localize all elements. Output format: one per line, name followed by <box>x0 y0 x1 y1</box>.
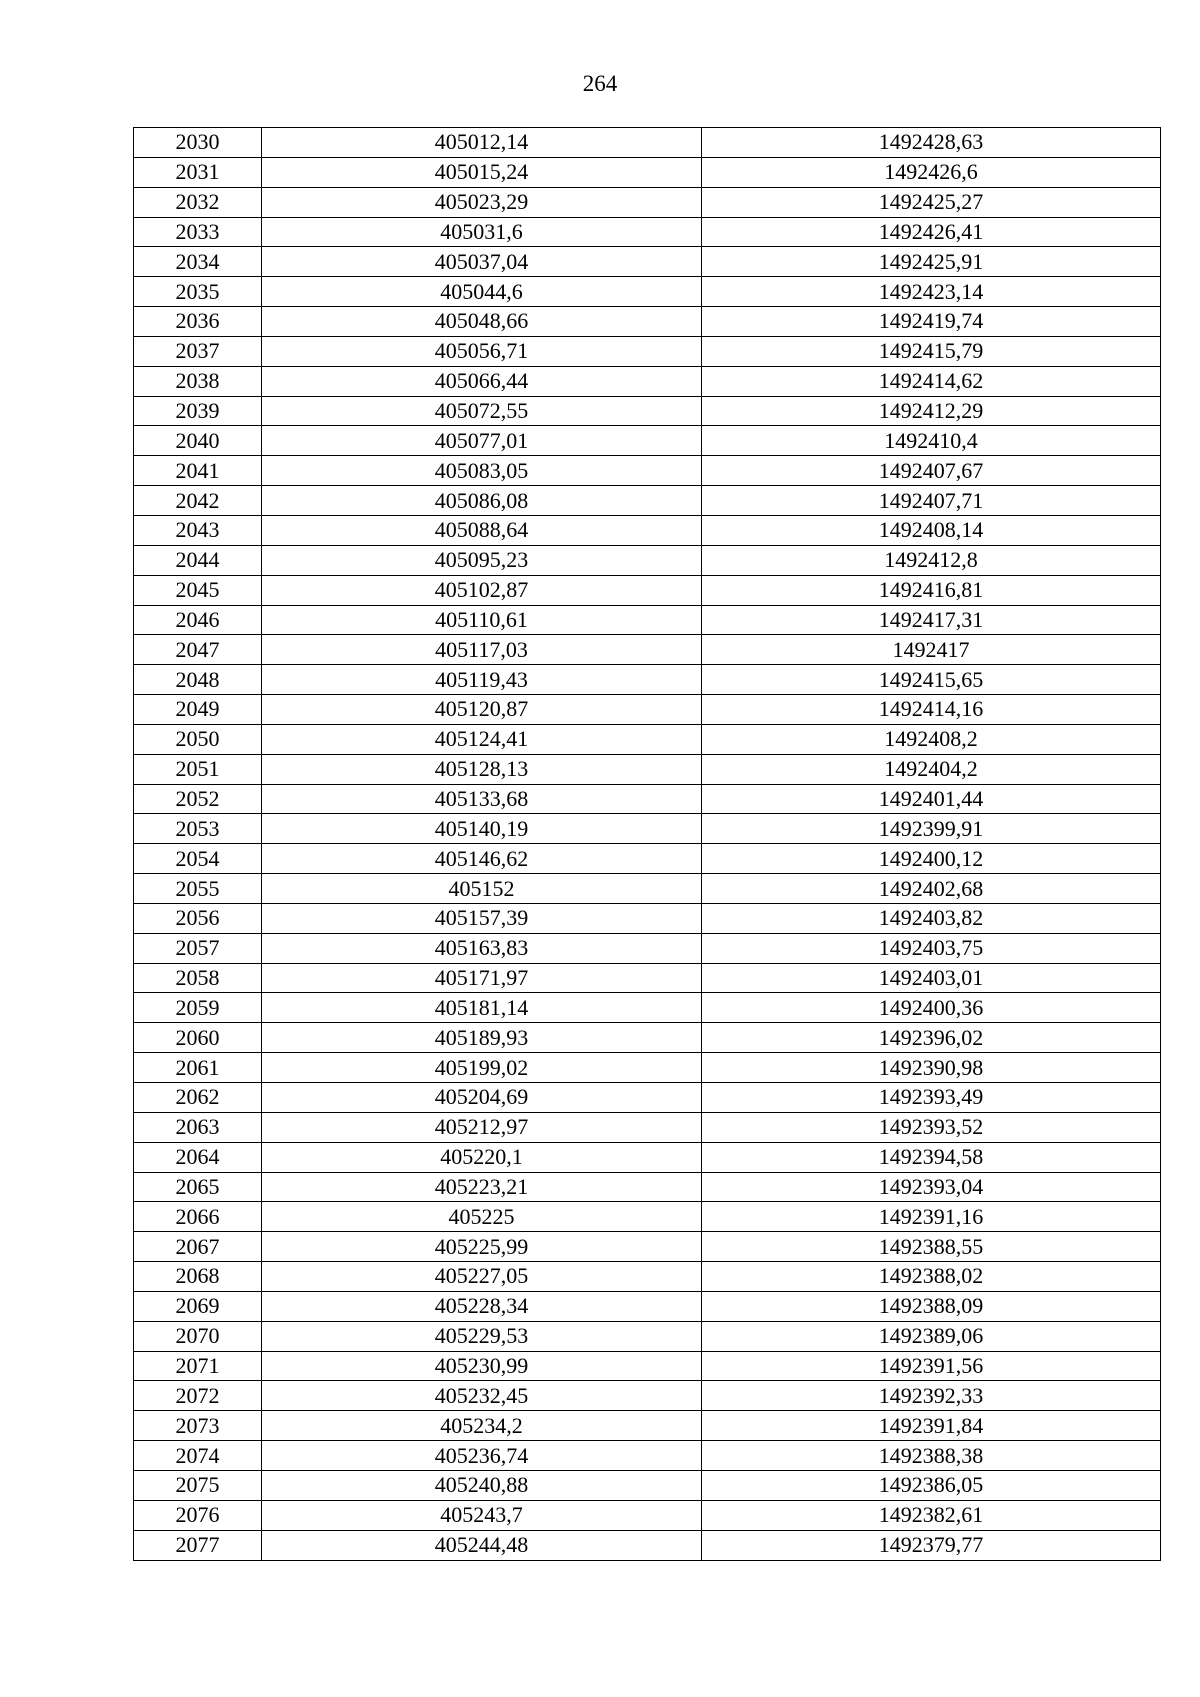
x-coordinate-cell: 405056,71 <box>262 336 702 366</box>
y-coordinate-cell: 1492417,31 <box>702 605 1161 635</box>
table-row <box>134 1112 1161 1142</box>
x-coordinate-cell: 405228,34 <box>262 1291 702 1321</box>
y-coordinate-cell: 1492391,84 <box>702 1411 1161 1441</box>
x-coordinate-cell: 405243,7 <box>262 1500 702 1530</box>
point-number-cell: 2057 <box>134 933 262 963</box>
y-coordinate-cell: 1492388,55 <box>702 1232 1161 1262</box>
table-row <box>134 1262 1161 1292</box>
x-coordinate-cell: 405230,99 <box>262 1351 702 1381</box>
y-coordinate-cell: 1492396,02 <box>702 1023 1161 1053</box>
table-row <box>134 1321 1161 1351</box>
table-row <box>134 605 1161 635</box>
y-coordinate-cell: 1492394,58 <box>702 1142 1161 1172</box>
x-coordinate-cell: 405012,14 <box>262 128 702 158</box>
x-coordinate-cell: 405199,02 <box>262 1053 702 1083</box>
table-row <box>134 187 1161 217</box>
x-coordinate-cell: 405117,03 <box>262 635 702 665</box>
y-coordinate-cell: 1492426,6 <box>702 157 1161 187</box>
y-coordinate-cell: 1492399,91 <box>702 814 1161 844</box>
y-coordinate-cell: 1492388,38 <box>702 1441 1161 1471</box>
y-coordinate-cell: 1492401,44 <box>702 784 1161 814</box>
table-row <box>134 545 1161 575</box>
point-number-cell: 2054 <box>134 844 262 874</box>
x-coordinate-cell: 405244,48 <box>262 1530 702 1560</box>
point-number-cell: 2063 <box>134 1112 262 1142</box>
point-number-cell: 2052 <box>134 784 262 814</box>
y-coordinate-cell: 1492417 <box>702 635 1161 665</box>
x-coordinate-cell: 405189,93 <box>262 1023 702 1053</box>
table-row <box>134 1351 1161 1381</box>
table-row <box>134 1023 1161 1053</box>
x-coordinate-cell: 405163,83 <box>262 933 702 963</box>
x-coordinate-cell: 405225 <box>262 1202 702 1232</box>
x-coordinate-cell: 405223,21 <box>262 1172 702 1202</box>
y-coordinate-cell: 1492382,61 <box>702 1500 1161 1530</box>
y-coordinate-cell: 1492391,16 <box>702 1202 1161 1232</box>
table-row <box>134 1500 1161 1530</box>
x-coordinate-cell: 405204,69 <box>262 1083 702 1113</box>
point-number-cell: 2037 <box>134 336 262 366</box>
x-coordinate-cell: 405110,61 <box>262 605 702 635</box>
x-coordinate-cell: 405048,66 <box>262 307 702 337</box>
point-number-cell: 2072 <box>134 1381 262 1411</box>
x-coordinate-cell: 405227,05 <box>262 1262 702 1292</box>
point-number-cell: 2066 <box>134 1202 262 1232</box>
y-coordinate-cell: 1492414,62 <box>702 366 1161 396</box>
x-coordinate-cell: 405140,19 <box>262 814 702 844</box>
x-coordinate-cell: 405119,43 <box>262 665 702 695</box>
coordinates-table-body <box>134 128 1161 1561</box>
x-coordinate-cell: 405066,44 <box>262 366 702 396</box>
y-coordinate-cell: 1492412,8 <box>702 545 1161 575</box>
point-number-cell: 2035 <box>134 277 262 307</box>
point-number-cell: 2050 <box>134 724 262 754</box>
point-number-cell: 2030 <box>134 128 262 158</box>
x-coordinate-cell: 405146,62 <box>262 844 702 874</box>
page-number: 264 <box>582 71 618 96</box>
y-coordinate-cell: 1492407,71 <box>702 486 1161 516</box>
table-row <box>134 456 1161 486</box>
x-coordinate-cell: 405102,87 <box>262 575 702 605</box>
table-row <box>134 754 1161 784</box>
point-number-cell: 2042 <box>134 486 262 516</box>
point-number-cell: 2073 <box>134 1411 262 1441</box>
y-coordinate-cell: 1492414,16 <box>702 695 1161 725</box>
table-row <box>134 635 1161 665</box>
point-number-cell: 2060 <box>134 1023 262 1053</box>
y-coordinate-cell: 1492402,68 <box>702 874 1161 904</box>
point-number-cell: 2051 <box>134 754 262 784</box>
point-number-cell: 2038 <box>134 366 262 396</box>
table-row <box>134 844 1161 874</box>
table-row <box>134 724 1161 754</box>
point-number-cell: 2041 <box>134 456 262 486</box>
point-number-cell: 2031 <box>134 157 262 187</box>
y-coordinate-cell: 1492416,81 <box>702 575 1161 605</box>
x-coordinate-cell: 405031,6 <box>262 217 702 247</box>
point-number-cell: 2045 <box>134 575 262 605</box>
table-row <box>134 1202 1161 1232</box>
point-number-cell: 2040 <box>134 426 262 456</box>
table-row <box>134 1381 1161 1411</box>
y-coordinate-cell: 1492408,14 <box>702 515 1161 545</box>
table-row <box>134 1441 1161 1471</box>
x-coordinate-cell: 405044,6 <box>262 277 702 307</box>
y-coordinate-cell: 1492425,27 <box>702 187 1161 217</box>
y-coordinate-cell: 1492425,91 <box>702 247 1161 277</box>
x-coordinate-cell: 405225,99 <box>262 1232 702 1262</box>
table-row <box>134 1232 1161 1262</box>
table-row <box>134 575 1161 605</box>
x-coordinate-cell: 405072,55 <box>262 396 702 426</box>
y-coordinate-cell: 1492393,52 <box>702 1112 1161 1142</box>
coordinates-table <box>133 127 1161 1561</box>
x-coordinate-cell: 405152 <box>262 874 702 904</box>
y-coordinate-cell: 1492403,82 <box>702 903 1161 933</box>
point-number-cell: 2049 <box>134 695 262 725</box>
point-number-cell: 2048 <box>134 665 262 695</box>
table-row <box>134 903 1161 933</box>
y-coordinate-cell: 1492392,33 <box>702 1381 1161 1411</box>
x-coordinate-cell: 405120,87 <box>262 695 702 725</box>
y-coordinate-cell: 1492403,75 <box>702 933 1161 963</box>
x-coordinate-cell: 405220,1 <box>262 1142 702 1172</box>
y-coordinate-cell: 1492386,05 <box>702 1470 1161 1500</box>
point-number-cell: 2033 <box>134 217 262 247</box>
point-number-cell: 2061 <box>134 1053 262 1083</box>
y-coordinate-cell: 1492393,04 <box>702 1172 1161 1202</box>
table-row <box>134 784 1161 814</box>
table-row <box>134 665 1161 695</box>
y-coordinate-cell: 1492390,98 <box>702 1053 1161 1083</box>
x-coordinate-cell: 405124,41 <box>262 724 702 754</box>
x-coordinate-cell: 405095,23 <box>262 545 702 575</box>
table-row <box>134 1530 1161 1560</box>
y-coordinate-cell: 1492404,2 <box>702 754 1161 784</box>
point-number-cell: 2065 <box>134 1172 262 1202</box>
table-row <box>134 486 1161 516</box>
x-coordinate-cell: 405037,04 <box>262 247 702 277</box>
y-coordinate-cell: 1492407,67 <box>702 456 1161 486</box>
point-number-cell: 2071 <box>134 1351 262 1381</box>
table-row <box>134 396 1161 426</box>
table-row <box>134 1172 1161 1202</box>
point-number-cell: 2056 <box>134 903 262 933</box>
y-coordinate-cell: 1492410,4 <box>702 426 1161 456</box>
table-row <box>134 515 1161 545</box>
table-row <box>134 157 1161 187</box>
point-number-cell: 2070 <box>134 1321 262 1351</box>
x-coordinate-cell: 405229,53 <box>262 1321 702 1351</box>
point-number-cell: 2046 <box>134 605 262 635</box>
point-number-cell: 2074 <box>134 1441 262 1471</box>
table-row <box>134 993 1161 1023</box>
table-row <box>134 814 1161 844</box>
y-coordinate-cell: 1492400,36 <box>702 993 1161 1023</box>
x-coordinate-cell: 405157,39 <box>262 903 702 933</box>
table-row <box>134 1470 1161 1500</box>
x-coordinate-cell: 405181,14 <box>262 993 702 1023</box>
table-row <box>134 874 1161 904</box>
x-coordinate-cell: 405232,45 <box>262 1381 702 1411</box>
y-coordinate-cell: 1492403,01 <box>702 963 1161 993</box>
table-row <box>134 1411 1161 1441</box>
point-number-cell: 2043 <box>134 515 262 545</box>
x-coordinate-cell: 405171,97 <box>262 963 702 993</box>
point-number-cell: 2047 <box>134 635 262 665</box>
point-number-cell: 2067 <box>134 1232 262 1262</box>
y-coordinate-cell: 1492379,77 <box>702 1530 1161 1560</box>
point-number-cell: 2058 <box>134 963 262 993</box>
y-coordinate-cell: 1492391,56 <box>702 1351 1161 1381</box>
y-coordinate-cell: 1492408,2 <box>702 724 1161 754</box>
y-coordinate-cell: 1492423,14 <box>702 277 1161 307</box>
x-coordinate-cell: 405023,29 <box>262 187 702 217</box>
point-number-cell: 2032 <box>134 187 262 217</box>
point-number-cell: 2039 <box>134 396 262 426</box>
point-number-cell: 2053 <box>134 814 262 844</box>
y-coordinate-cell: 1492388,02 <box>702 1262 1161 1292</box>
y-coordinate-cell: 1492419,74 <box>702 307 1161 337</box>
point-number-cell: 2068 <box>134 1262 262 1292</box>
table-row <box>134 1083 1161 1113</box>
x-coordinate-cell: 405077,01 <box>262 426 702 456</box>
x-coordinate-cell: 405083,05 <box>262 456 702 486</box>
x-coordinate-cell: 405234,2 <box>262 1411 702 1441</box>
y-coordinate-cell: 1492393,49 <box>702 1083 1161 1113</box>
point-number-cell: 2055 <box>134 874 262 904</box>
y-coordinate-cell: 1492426,41 <box>702 217 1161 247</box>
table-row <box>134 366 1161 396</box>
table-row <box>134 336 1161 366</box>
x-coordinate-cell: 405240,88 <box>262 1470 702 1500</box>
x-coordinate-cell: 405128,13 <box>262 754 702 784</box>
table-row <box>134 933 1161 963</box>
x-coordinate-cell: 405088,64 <box>262 515 702 545</box>
table-row <box>134 1291 1161 1321</box>
y-coordinate-cell: 1492428,63 <box>702 128 1161 158</box>
point-number-cell: 2062 <box>134 1083 262 1113</box>
table-row <box>134 1053 1161 1083</box>
point-number-cell: 2064 <box>134 1142 262 1172</box>
point-number-cell: 2069 <box>134 1291 262 1321</box>
point-number-cell: 2077 <box>134 1530 262 1560</box>
table-row <box>134 1142 1161 1172</box>
x-coordinate-cell: 405212,97 <box>262 1112 702 1142</box>
y-coordinate-cell: 1492415,79 <box>702 336 1161 366</box>
point-number-cell: 2076 <box>134 1500 262 1530</box>
table-row <box>134 128 1161 158</box>
point-number-cell: 2059 <box>134 993 262 1023</box>
table-row <box>134 277 1161 307</box>
x-coordinate-cell: 405086,08 <box>262 486 702 516</box>
x-coordinate-cell: 405236,74 <box>262 1441 702 1471</box>
point-number-cell: 2036 <box>134 307 262 337</box>
x-coordinate-cell: 405015,24 <box>262 157 702 187</box>
point-number-cell: 2034 <box>134 247 262 277</box>
y-coordinate-cell: 1492389,06 <box>702 1321 1161 1351</box>
x-coordinate-cell: 405133,68 <box>262 784 702 814</box>
table-row <box>134 426 1161 456</box>
table-row <box>134 307 1161 337</box>
y-coordinate-cell: 1492388,09 <box>702 1291 1161 1321</box>
y-coordinate-cell: 1492400,12 <box>702 844 1161 874</box>
table-row <box>134 695 1161 725</box>
y-coordinate-cell: 1492415,65 <box>702 665 1161 695</box>
table-row <box>134 217 1161 247</box>
point-number-cell: 2075 <box>134 1470 262 1500</box>
table-row <box>134 963 1161 993</box>
point-number-cell: 2044 <box>134 545 262 575</box>
table-row <box>134 247 1161 277</box>
y-coordinate-cell: 1492412,29 <box>702 396 1161 426</box>
